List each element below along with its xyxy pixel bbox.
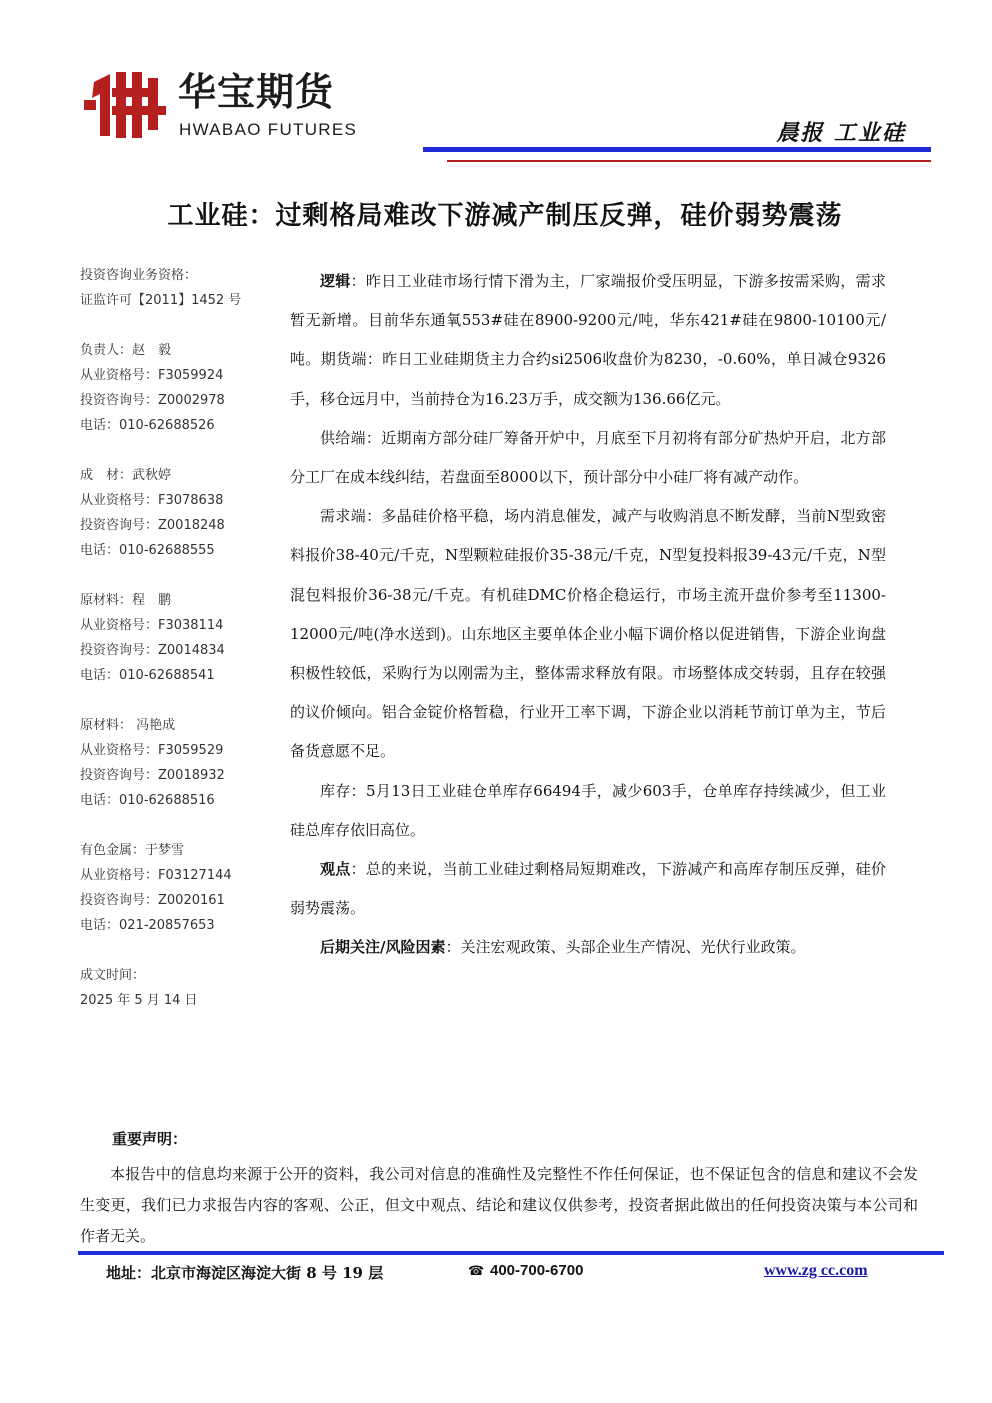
paragraph-supply: 供给端：近期南方部分硅厂筹备开炉中，月底至下月初将有部分矿热炉开启，北方部分工厂在成本线纠结，若盘面至8000以下，预计部分中小硅厂将有减产动作。: [290, 428, 886, 487]
logo-mark: [82, 72, 166, 138]
sidebar-line: 成 材：武秋婷: [80, 468, 172, 483]
sidebar-spacer: [80, 316, 270, 341]
sidebar-spacer: [80, 441, 270, 466]
report-title: 工业硅：过剩格局难改下游减产制压反弹，硅价弱势震荡: [167, 201, 843, 231]
colon: ：: [445, 938, 461, 957]
sidebar-line: 从业资格号：F03127144: [80, 868, 232, 883]
sidebar-line: 电话：010-62688541: [80, 668, 215, 683]
sidebar-spacer: [80, 941, 270, 966]
footer-divider: [78, 1251, 944, 1255]
logic-text: 昨日工业硅市场行情下滑为主，厂家端报价受压明显，下游多按需采购，需求暂无新增。目前华东通氧553#硅在8900-9200元/吨，华东421#硅在9800-10100元/吨。期货端：昨日工业硅期货主力合约si2506收盘价为8230，-0.60%，单日减仓9326手，移仓远月中，当前持仓为16.23万手，成交额为136.66亿元。: [290, 272, 886, 408]
sidebar-line: 从业资格号：F3038114: [80, 618, 224, 633]
sidebar-line: 电话：010-62688555: [80, 543, 215, 558]
sidebar-line: 投资咨询号：Z0002978: [80, 393, 225, 408]
analyst-sidebar: [80, 266, 270, 1016]
logic-label: 逻辑: [320, 272, 351, 290]
footer-website-link[interactable]: www.zg cc.com: [764, 1262, 868, 1279]
sidebar-line: 投资咨询号：Z0018248: [80, 518, 225, 533]
sidebar-line: 2025 年 5 月 14 日: [80, 993, 198, 1008]
footer-phone: [468, 1262, 583, 1279]
sidebar-line: 从业资格号：F3078638: [80, 493, 224, 508]
sidebar-spacer: [80, 566, 270, 591]
sidebar-line: 成文时间：: [80, 968, 146, 983]
sidebar-line: 投资咨询号：Z0020161: [80, 893, 225, 908]
sidebar-line: 电话：010-62688516: [80, 793, 215, 808]
header-divider-red: [447, 160, 931, 162]
phone-icon: ☎: [468, 1264, 485, 1279]
sidebar-line: 投资咨询业务资格：: [80, 268, 198, 283]
sidebar-spacer: [80, 816, 270, 841]
view-text: 总的来说，当前工业硅过剩格局短期难改，下游减产和高库存制压反弹，硅价弱势震荡。: [290, 860, 886, 918]
sidebar-line: 证监许可【2011】1452 号: [80, 293, 242, 308]
colon: ：: [350, 272, 366, 290]
view-label: 观点: [320, 860, 351, 879]
sidebar-line: 电话：021-20857653: [80, 918, 215, 933]
colon: ：: [350, 860, 366, 879]
sidebar-line: 投资咨询号：Z0018932: [80, 768, 225, 783]
logo-chinese-name: 华宝期货: [178, 70, 335, 114]
logo-english-name: HWABAO FUTURES: [179, 120, 358, 139]
paragraph-view: [290, 850, 886, 928]
disclaimer-body: 本报告中的信息均来源于公开的资料，我公司对信息的准确性及完整性不作任何保证，也不保证包含的信息和建议不会发生变更，我们已力求报告内容的客观、公正，但文中观点、结论和建议仅供参考，投资者据此做出的任何投资决策与本公司和作者无关。: [80, 1165, 918, 1245]
sidebar-spacer: [80, 691, 270, 716]
sidebar-line: 电话：010-62688526: [80, 418, 215, 433]
risk-label: 后期关注/风险因素: [320, 938, 446, 957]
paragraph-risk: [290, 928, 886, 967]
paragraph-logic: [290, 262, 886, 419]
sidebar-line: 投资咨询号：Z0014834: [80, 643, 225, 658]
sidebar-line: 原材料： 冯艳成: [80, 718, 176, 733]
sidebar-line: 负责人：赵 毅: [80, 343, 172, 358]
header-divider-blue: [423, 147, 931, 152]
report-type-label: 晨报 工业硅: [776, 120, 906, 146]
paragraph-demand: 需求端：多晶硅价格平稳，场内消息催发，减产与收购消息不断发酵，当前N型致密料报价38-40元/千克，N型颗粒硅报价35-38元/千克，N型复投料报39-43元/千克，N型混包料报价36-38元/千克。有机硅DMC价格企稳运行，市场主流开盘价参考至11300-12000元/吨(净水送到)。山东地区主要单体企业小幅下调价格以促进销售，下游企业询盘积极性较低，采购行为以刚需为主，整体需求释放有限。市场整体成交转弱，且存在较强的议价倾向。铝合金锭价格暂稳，行业开工率下调，下游企业以消耗节前订单为主，节后备货意愿不足。: [290, 507, 886, 761]
sidebar-line: 从业资格号：F3059529: [80, 743, 224, 758]
paragraph-inventory: 库存：5月13日工业硅仓单库存66494手，减少603手，仓单库存持续减少，但工业硅总库存依旧高位。: [290, 781, 886, 839]
sidebar-line: 从业资格号：F3059924: [80, 368, 224, 383]
disclaimer-title: 重要声明：: [112, 1130, 188, 1148]
footer-address: 地址：北京市海淀区海淀大街 8 号 19 层: [106, 1264, 384, 1282]
sidebar-line: 有色金属：于梦雪: [80, 843, 185, 858]
risk-text: 关注宏观政策、头部企业生产情况、光伏行业政策。: [460, 938, 806, 957]
report-body: [290, 262, 886, 968]
phone-number: 400-700-6700: [490, 1262, 584, 1279]
sidebar-line: 原材料：程 鹏: [80, 593, 172, 608]
